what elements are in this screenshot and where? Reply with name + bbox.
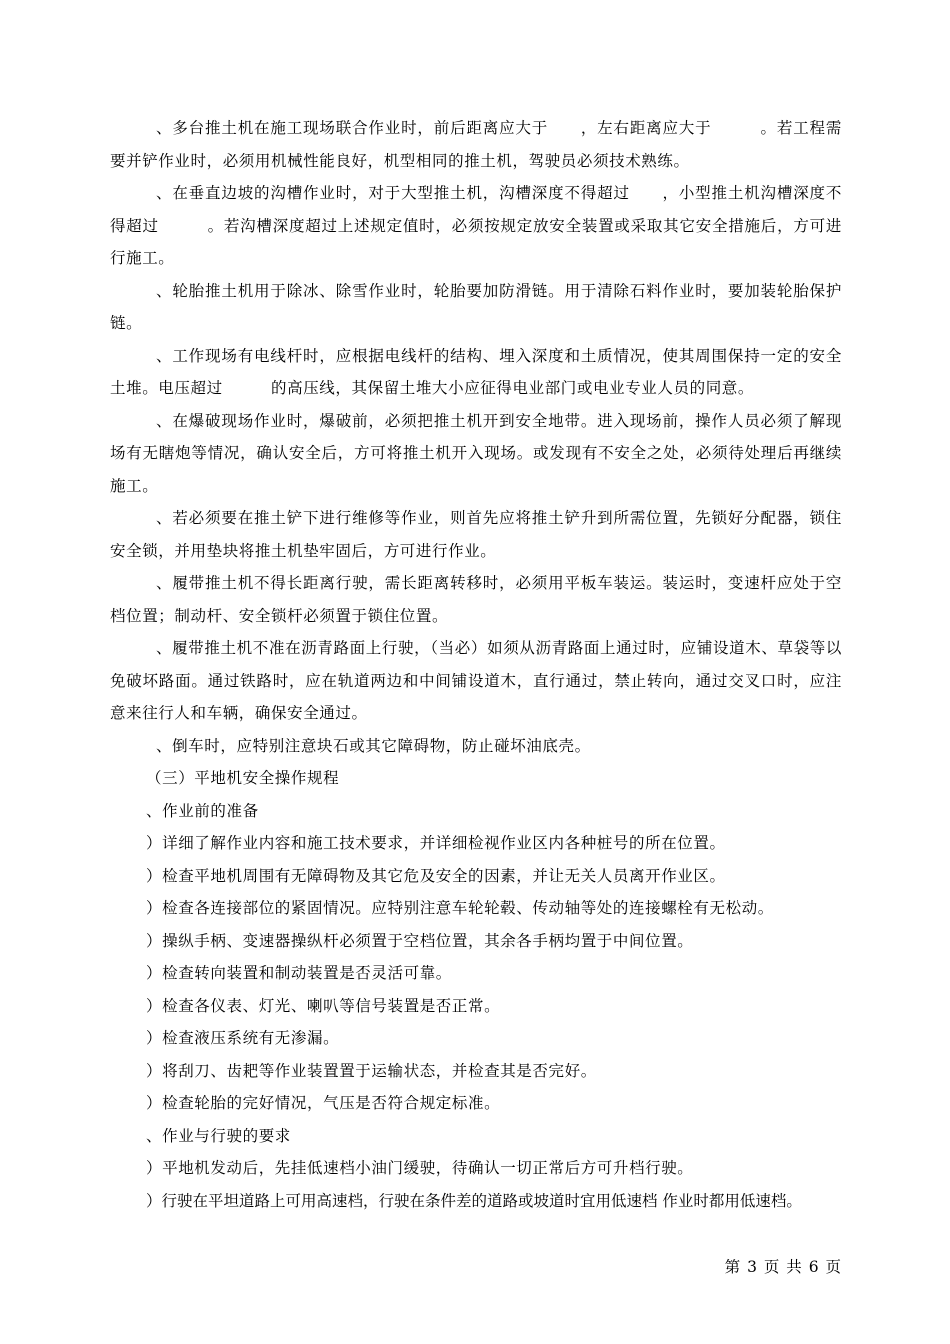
- page-number: 第 3 页 共 6 页: [724, 1258, 842, 1276]
- list-item: ）详细了解作业内容和施工技术要求，并详细检视作业区内各种桩号的所在位置。: [146, 834, 726, 852]
- list-item: ）操纵手柄、变速器操纵杆必须置于空档位置，其余各手柄均置于中间位置。: [146, 931, 694, 950]
- list-item: ）检查各仪表、灯光、喇叭等信号装置是否正常。: [146, 996, 501, 1015]
- paragraph-reversing: 、倒车时，应特别注意块石或其它障碍物，防止碰坏油底壳。: [156, 736, 591, 755]
- list-item: ）检查转向装置和制动装置是否灵活可靠。: [146, 964, 452, 982]
- paragraph-power-poles: 、工作现场有电线杆时，应根据电线杆的结构、埋入深度和土质情况，使其周围保持一定的安全土堆。电压超过 的高压线，其保留土堆大小应征得电业部门或电业专业人员的同意。: [110, 346, 842, 397]
- paragraph-bulldozer-spacing: 、多台推土机在施工现场联合作业时，前后距离应大于 ，左右距离应大于 。若工程需要并铲作业时，必须用机械性能良好，机型相同的推土机，驾驶员必须技术熟练。: [110, 119, 842, 170]
- prep-heading: 、作业前的准备: [146, 801, 259, 820]
- list-item: ）检查平地机周围有无障碍物及其它危及安全的因素，并让无关人员离开作业区。: [146, 866, 726, 885]
- paragraph-trench-depth: 、在垂直边坡的沟槽作业时，对于大型推土机，沟槽深度不得超过 ，小型推土机沟槽深度不得超过 。若沟槽深度超过上述规定值时，必须按规定放安全装置或采取其它安全措施后，方可进行施工。: [110, 184, 842, 267]
- list-item: ）检查液压系统有无渗漏。: [146, 1029, 340, 1047]
- paragraph-tire-chains: 、轮胎推土机用于除冰、除雪作业时，轮胎要加防滑链。用于清除石料作业时，要加装轮胎保护链。: [110, 281, 842, 332]
- document-body: [110, 112, 842, 1217]
- paragraph-asphalt: 、履带推土机不准在沥青路面上行驶，（当必）如须从沥青路面上通过时，应铺设道木、草袋等以免破坏路面。通过铁路时，应在轨道两边和中间铺设道木，直行通过，禁止转向，通过交叉口时，应注意来往行人和车辆，确保安全通过。: [110, 639, 842, 722]
- list-item: ）检查各连接部位的紧固情况。应特别注意车轮轮毂、传动轴等处的连接螺栓有无松动。: [146, 899, 774, 917]
- paragraph-maintenance: 、若必须要在推土铲下进行维修等作业，则首先应将推土铲升到所需位置，先锁好分配器，锁住安全锁，并用垫块将推土机垫牢固后，方可进行作业。: [110, 509, 842, 560]
- section-title: （三）平地机安全操作规程: [146, 769, 340, 787]
- paragraph-blasting: 、在爆破现场作业时，爆破前，必须把推土机开到安全地带。进入现场前，操作人员必须了解现场有无瞎炮等情况，确认安全后，方可将推土机开入现场。或发现有不安全之处，必须待处理后再继续施工。: [110, 411, 842, 495]
- list-item: ）检查轮胎的完好情况，气压是否符合规定标准。: [146, 1094, 501, 1112]
- drive-heading: 、作业与行驶的要求: [146, 1126, 291, 1145]
- list-item: ）将刮刀、齿耙等作业装置置于运输状态，并检查其是否完好。: [146, 1061, 597, 1080]
- paragraph-transport: 、履带推土机不得长距离行驶，需长距离转移时，必须用平板车装运。装运时，变速杆应处于空档位置；制动杆、安全锁杆必须置于锁住位置。: [110, 574, 842, 625]
- list-item: ）平地机发动后，先挂低速档小油门缓驶，待确认一切正常后方可升档行驶。: [146, 1159, 694, 1177]
- list-item: ）行驶在平坦道路上可用高速档，行驶在条件差的道路或坡道时宜用低速档 作业时都用低速档。: [146, 1191, 802, 1210]
